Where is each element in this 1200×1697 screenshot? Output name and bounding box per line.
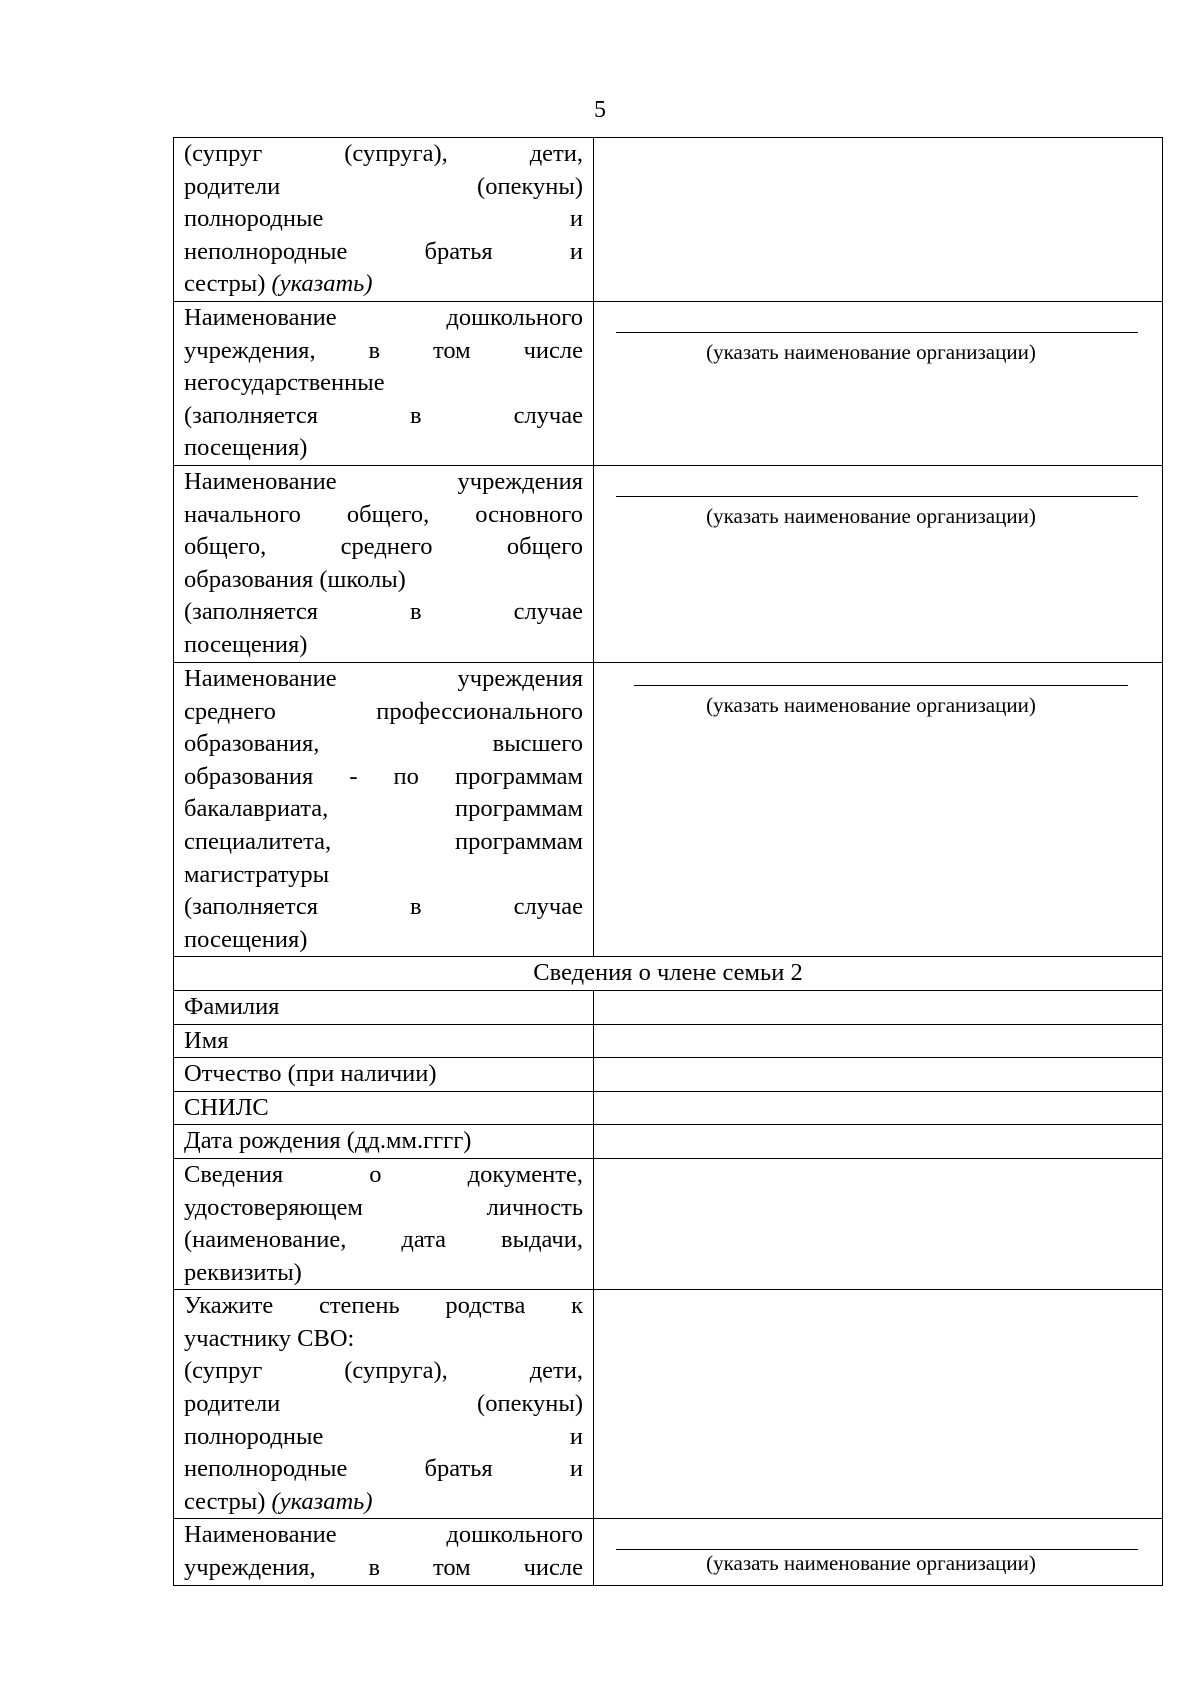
preschool-value-field[interactable] — [594, 1519, 1163, 1585]
relation-value-field[interactable] — [594, 138, 1163, 302]
surname-value-field[interactable] — [594, 990, 1163, 1024]
id-doc-line-3: (наименование, дата выдачи, — [184, 1226, 583, 1254]
org-name-block — [604, 332, 1138, 365]
relation-line-1: (супруг (супруга), дети, — [184, 140, 583, 167]
higher-line-2: среднего профессионального — [184, 697, 583, 725]
id-document-value-field[interactable] — [594, 1158, 1163, 1289]
relation-line-6: неполнородные братья и — [184, 1455, 583, 1483]
relation-line-5: полнородные и — [184, 1422, 583, 1450]
preschool-label — [174, 1519, 594, 1585]
patronymic-label: Отчество (при наличии) — [174, 1058, 594, 1092]
table-row — [174, 990, 1163, 1024]
org-name-underline[interactable] — [616, 332, 1138, 333]
org-name-hint: (указать наименование организации) — [706, 340, 1036, 364]
org-name-underline[interactable] — [616, 496, 1138, 497]
preschool-line-4: (заполняется в случае — [184, 401, 583, 429]
table-row — [174, 302, 1163, 466]
relation-label — [174, 138, 594, 302]
higher-line-8: (заполняется в случае — [184, 893, 583, 921]
birthdate-value-field[interactable] — [594, 1125, 1163, 1159]
relation-last-prefix: сестры) — [184, 270, 272, 298]
table-row — [174, 1158, 1163, 1289]
relation-specify-hint: (указать) — [271, 1487, 373, 1515]
school-line-2: начального общего, основного — [184, 500, 583, 528]
school-line-6: посещения) — [184, 630, 308, 658]
school-value-field[interactable] — [594, 466, 1163, 663]
relation-specify-hint: (указать) — [271, 270, 373, 298]
table-row — [174, 138, 1163, 302]
school-line-1: Наименование учреждения — [184, 468, 583, 495]
preschool-label — [174, 302, 594, 466]
preschool-line-1: Наименование дошкольного — [184, 1521, 583, 1549]
table-row — [174, 1058, 1163, 1092]
id-doc-line-1: Сведения о документе, — [184, 1160, 583, 1188]
org-name-underline[interactable] — [634, 685, 1128, 686]
higher-line-6: специалитета, программам — [184, 827, 583, 855]
relation-label — [174, 1290, 594, 1519]
page-number: 5 — [594, 97, 606, 123]
higher-line-5: бакалавриата, программам — [184, 795, 583, 823]
snils-value-field[interactable] — [594, 1091, 1163, 1125]
name-label: Имя — [174, 1024, 594, 1058]
higher-line-7: магистратуры — [184, 860, 330, 888]
relation-line-4: неполнородные братья и — [184, 237, 583, 265]
preschool-line-3: негосударственные — [184, 369, 385, 397]
snils-label: СНИЛС — [174, 1091, 594, 1125]
higher-line-1: Наименование учреждения — [184, 665, 583, 692]
org-name-hint: (указать наименование организации) — [706, 504, 1036, 528]
relation-line-5 — [184, 268, 583, 301]
higher-line-3: образования, высшего — [184, 730, 583, 758]
preschool-value-field[interactable] — [594, 302, 1163, 466]
preschool-line-1: Наименование дошкольного — [184, 304, 583, 331]
name-value-field[interactable] — [594, 1024, 1163, 1058]
relation-line-2: родители (опекуны) — [184, 172, 583, 200]
table-row — [174, 1125, 1163, 1159]
school-line-5: (заполняется в случае — [184, 598, 583, 626]
org-name-block — [604, 496, 1138, 529]
preschool-line-5: посещения) — [184, 434, 308, 462]
relation-line-2: участнику СВО: — [184, 1324, 355, 1352]
relation-last-prefix: сестры) — [184, 1487, 272, 1515]
higher-education-value-field[interactable] — [594, 663, 1163, 957]
id-doc-line-2: удостоверяющем личность — [184, 1193, 583, 1221]
id-doc-line-4: реквизиты) — [184, 1258, 302, 1286]
org-name-hint: (указать наименование организации) — [706, 1551, 1036, 1576]
org-name-block — [604, 1549, 1138, 1576]
relation-line-4: родители (опекуны) — [184, 1390, 583, 1418]
school-line-4: образования (школы) — [184, 565, 406, 593]
id-document-label — [174, 1158, 594, 1289]
relation-line-3: (супруг (супруга), дети, — [184, 1357, 583, 1385]
relation-line-3: полнородные и — [184, 205, 583, 233]
relation-line-1: Укажите степень родства к — [184, 1292, 583, 1320]
org-name-hint: (указать наименование организации) — [706, 693, 1036, 717]
patronymic-value-field[interactable] — [594, 1058, 1163, 1092]
school-label — [174, 466, 594, 663]
table-row — [174, 1091, 1163, 1125]
family-member-form-table — [173, 137, 1163, 1586]
preschool-line-2: учреждения, в том числе — [184, 336, 583, 364]
higher-line-9: посещения) — [184, 925, 308, 953]
table-row — [174, 1519, 1163, 1585]
higher-line-4: образования - по программам — [184, 762, 583, 790]
higher-education-label — [174, 663, 594, 957]
table-row — [174, 466, 1163, 663]
preschool-line-2: учреждения, в том числе — [184, 1554, 583, 1582]
birthdate-label: Дата рождения (дд.мм.гггг) — [174, 1125, 594, 1159]
table-row — [174, 1290, 1163, 1519]
surname-label: Фамилия — [174, 990, 594, 1024]
org-name-block — [604, 685, 1138, 718]
relation-line-7 — [184, 1486, 583, 1519]
table-row — [174, 663, 1163, 957]
relation-value-field[interactable] — [594, 1290, 1163, 1519]
table-row — [174, 1024, 1163, 1058]
table-row — [174, 957, 1163, 991]
member2-section-header: Сведения о члене семьи 2 — [174, 957, 1163, 991]
school-line-3: общего, среднего общего — [184, 533, 583, 561]
